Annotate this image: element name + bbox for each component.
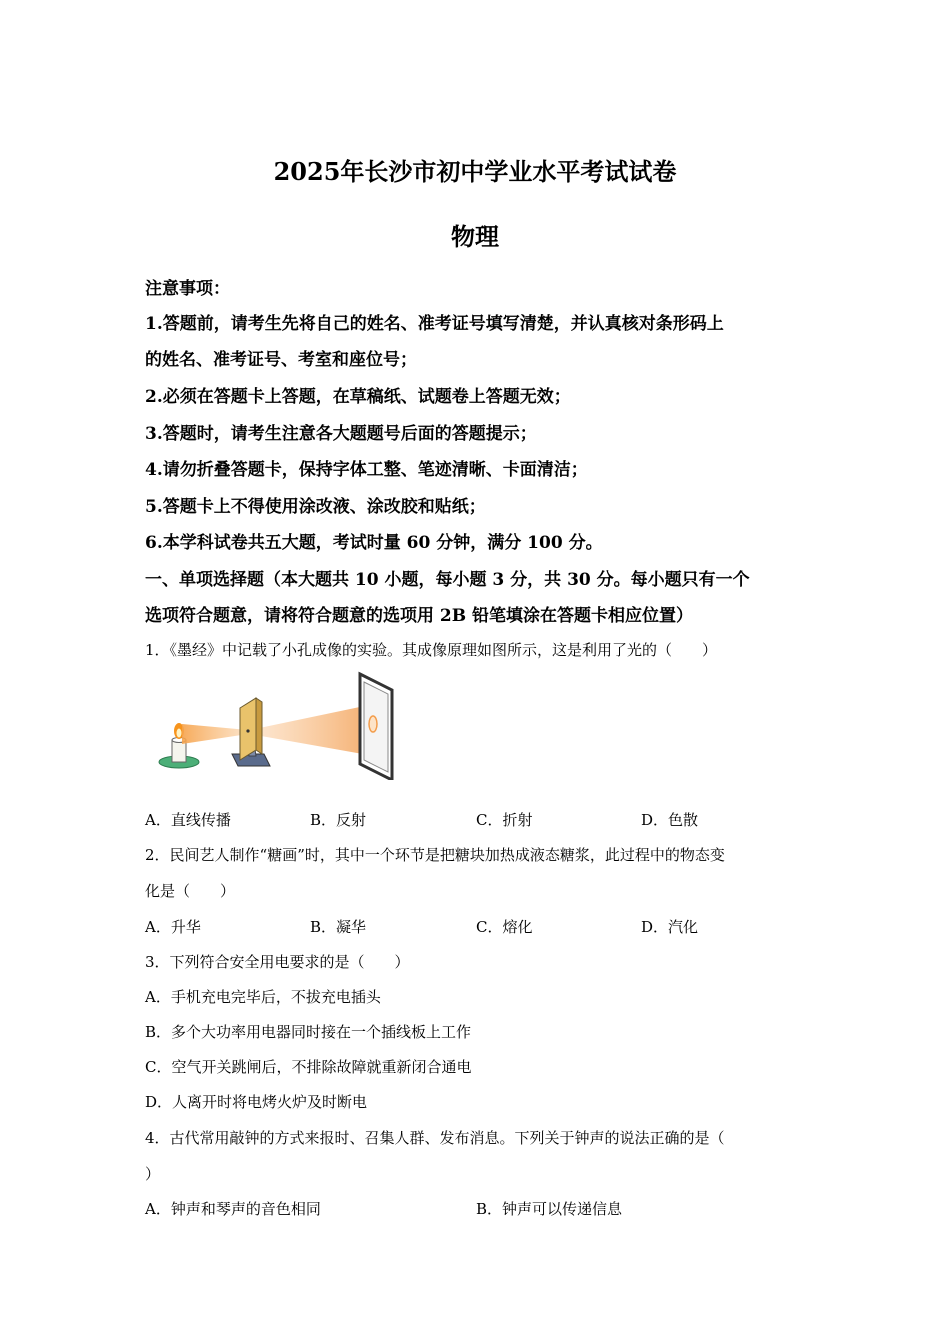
- exam-title: 2025年长沙市初中学业水平考试试卷: [273, 157, 677, 186]
- option: A．钟声和琴声的音色相同: [145, 1200, 321, 1218]
- question-stem: ）: [145, 1165, 161, 1183]
- question-stem: 1．《墨经》中记载了小孔成像的实验。其成像原理如图所示，这是利用了光的（ ）: [145, 641, 718, 659]
- question-stem: 化是（ ）: [145, 882, 236, 900]
- notes-item: 6.本学科试卷共五大题，考试时量 60 分钟，满分 100 分。: [145, 533, 603, 553]
- question-stem: 3．下列符合安全用电要求的是（ ）: [145, 953, 410, 971]
- option: B．多个大功率用电器同时接在一个插线板上工作: [145, 1023, 472, 1041]
- pinhole-camera-diagram: [152, 668, 402, 780]
- notes-item: 2.必须在答题卡上答题，在草稿纸、试题卷上答题无效；: [145, 387, 571, 407]
- option: D．汽化: [641, 918, 699, 936]
- option: A．手机充电完毕后，不拔充电插头: [145, 988, 381, 1006]
- notes-item: 5.答题卡上不得使用涂改液、涂改胶和贴纸；: [145, 497, 486, 517]
- notes-item: 4.请勿折叠答题卡，保持字体工整、笔迹清晰、卡面清洁；: [145, 460, 588, 480]
- option: B．钟声可以传递信息: [476, 1200, 623, 1218]
- section-heading: 选项符合题意，请将符合题意的选项用 2B 铅笔填涂在答题卡相应位置）: [145, 606, 694, 626]
- option: D．色散: [641, 811, 699, 829]
- option: B．反射: [310, 811, 367, 829]
- option: C．空气开关跳闸后，不排除故障就重新闭合通电: [145, 1058, 472, 1076]
- notes-heading: 注意事项：: [145, 279, 230, 299]
- option: C．熔化: [476, 918, 533, 936]
- question-stem: 2．民间艺人制作“糖画”时，其中一个环节是把糖块加热成液态糖浆，此过程中的物态变: [145, 846, 725, 864]
- notes-item: 1.答题前，请考生先将自己的姓名、准考证号填写清楚，并认真核对条形码上: [145, 314, 724, 334]
- option: C．折射: [476, 811, 533, 829]
- option: D．人离开时将电烤火炉及时断电: [145, 1093, 368, 1111]
- notes-item: 的姓名、准考证号、考室和座位号；: [145, 350, 417, 370]
- exam-subject: 物理: [451, 222, 499, 251]
- option: B．凝华: [310, 918, 367, 936]
- option: A．直线传播: [145, 811, 231, 829]
- notes-item: 3.答题时，请考生注意各大题题号后面的答题提示；: [145, 424, 537, 444]
- option: A．升华: [145, 918, 201, 936]
- question-stem: 4．古代常用敲钟的方式来报时、召集人群、发布消息。下列关于钟声的说法正确的是（: [145, 1129, 725, 1147]
- section-heading: 一、单项选择题（本大题共 10 小题，每小题 3 分，共 30 分。每小题只有一个: [145, 570, 750, 590]
